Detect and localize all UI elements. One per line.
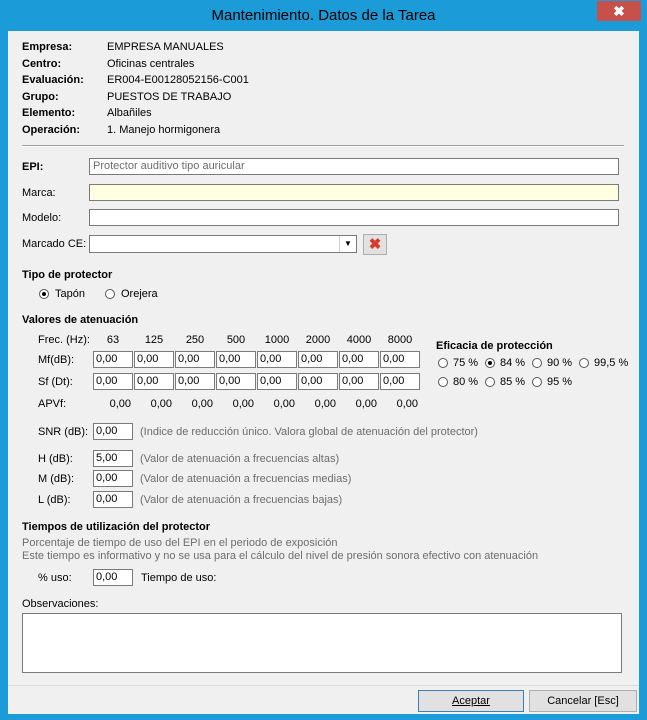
freq-header: 250 xyxy=(185,334,205,346)
h-desc: (Valor de atenuación a frecuencias altas) xyxy=(140,453,340,465)
h-label: H (dB): xyxy=(38,453,73,465)
header-value: 1. Manejo hormigonera xyxy=(107,124,221,136)
modelo-label: Modelo: xyxy=(22,212,62,224)
close-button[interactable]: ✖ xyxy=(597,1,641,21)
h-field[interactable]: 5,00 xyxy=(93,450,133,467)
header-label: Empresa: xyxy=(22,41,73,53)
eficacia-radio[interactable] xyxy=(485,358,495,368)
tiempo-uso-label: Tiempo de uso: xyxy=(141,572,217,584)
observaciones-label: Observaciones: xyxy=(22,598,99,610)
mf-field[interactable]: 0,00 xyxy=(257,351,297,368)
title-bar[interactable] xyxy=(1,1,646,31)
apvf-value: 0,00 xyxy=(355,398,377,410)
eficacia-radio-label: 80 % xyxy=(453,376,479,388)
m-label: M (dB): xyxy=(38,473,75,485)
mf-field[interactable]: 0,00 xyxy=(380,351,420,368)
eficacia-radio-label: 75 % xyxy=(453,357,479,369)
uso-label: % uso: xyxy=(38,572,72,584)
marca-field[interactable] xyxy=(89,184,619,201)
header-value: EMPRESA MANUALES xyxy=(107,41,224,53)
mf-field[interactable]: 0,00 xyxy=(216,351,256,368)
header-label: Evaluación: xyxy=(22,74,84,87)
eficacia-radio-label: 85 % xyxy=(500,376,526,388)
sf-label: Sf (Dt): xyxy=(38,376,73,388)
radio-orejera[interactable] xyxy=(105,289,115,299)
sf-field[interactable]: 0,00 xyxy=(216,373,256,390)
epi-label: EPI: xyxy=(22,161,44,173)
dialog-body xyxy=(8,31,639,713)
radio-tapon-label: Tapón xyxy=(55,288,85,300)
sf-field[interactable]: 0,00 xyxy=(380,373,420,390)
eficacia-radio[interactable] xyxy=(485,377,495,387)
sf-field[interactable]: 0,00 xyxy=(298,373,338,390)
header-label: Operación: xyxy=(22,124,81,136)
mf-label: Mf(dB): xyxy=(38,354,75,366)
cancel-button[interactable]: Cancelar [Esc] xyxy=(529,690,637,712)
mf-field[interactable]: 0,00 xyxy=(298,351,338,368)
apvf-value: 0,00 xyxy=(191,398,213,410)
modelo-field[interactable] xyxy=(89,209,619,226)
tiempos-title: Tiempos de utilización del protector xyxy=(22,521,211,533)
eficacia-radio[interactable] xyxy=(532,377,542,387)
marca-label: Marca: xyxy=(22,187,56,199)
eficacia-radio[interactable] xyxy=(579,358,589,368)
mf-field[interactable]: 0,00 xyxy=(134,351,174,368)
window-title: Mantenimiento. Datos de la Tarea xyxy=(211,7,436,24)
eficacia-radio-label: 99,5 % xyxy=(594,357,629,369)
apvf-value: 0,00 xyxy=(232,398,254,410)
m-field[interactable]: 0,00 xyxy=(93,470,133,487)
tiempos-line1: Porcentaje de tiempo de uso del EPI en el periodo de exposición xyxy=(22,537,338,549)
marcado-ce-label: Marcado CE: xyxy=(22,238,87,250)
freq-header: 125 xyxy=(144,334,164,346)
radio-tapon[interactable] xyxy=(39,289,49,299)
header-value: ER004-E00128052156-C001 xyxy=(107,74,249,87)
button-bar xyxy=(8,685,639,714)
sf-field[interactable]: 0,00 xyxy=(175,373,215,390)
chevron-down-icon[interactable]: ▼ xyxy=(339,236,356,252)
apvf-value: 0,00 xyxy=(109,398,131,410)
apvf-value: 0,00 xyxy=(273,398,295,410)
delete-ce-button[interactable]: ✖ xyxy=(363,234,387,255)
eficacia-title: Eficacia de protección xyxy=(436,340,553,352)
header-label: Grupo: xyxy=(22,90,59,103)
header-value: Oficinas centrales xyxy=(107,57,195,70)
eficacia-radio[interactable] xyxy=(438,377,448,387)
tipo-protector-title: Tipo de protector xyxy=(22,269,113,281)
snr-label: SNR (dB): xyxy=(38,426,89,438)
accept-button[interactable] xyxy=(418,690,524,712)
uso-field[interactable]: 0,00 xyxy=(93,569,133,586)
mf-field[interactable]: 0,00 xyxy=(175,351,215,368)
header-value: Albañiles xyxy=(107,107,152,120)
m-desc: (Valor de atenuación a frecuencias medias) xyxy=(140,473,352,485)
snr-desc: (Indice de reducción único. Valora global de atenuación del protector) xyxy=(140,426,478,438)
eficacia-radio-label: 84 % xyxy=(500,357,526,369)
mf-field[interactable]: 0,00 xyxy=(93,351,133,368)
eficacia-radio[interactable] xyxy=(532,358,542,368)
freq-header: 500 xyxy=(226,334,246,346)
sf-field[interactable]: 0,00 xyxy=(339,373,379,390)
apvf-value: 0,00 xyxy=(396,398,418,410)
header-value: PUESTOS DE TRABAJO xyxy=(107,90,232,103)
tiempos-line2: Este tiempo es informativo y no se usa para el cálculo del nivel de presión sonora efectivo con atenuación xyxy=(22,550,539,562)
apvf-label: APVf: xyxy=(38,398,67,410)
l-desc: (Valor de atenuación a frecuencias bajas) xyxy=(140,494,343,506)
header-label: Centro: xyxy=(22,57,62,70)
sf-field[interactable]: 0,00 xyxy=(134,373,174,390)
apvf-value: 0,00 xyxy=(150,398,172,410)
l-label: L (dB): xyxy=(38,494,71,506)
freq-label: Frec. (Hz): xyxy=(38,334,90,346)
freq-header: 8000 xyxy=(387,334,413,346)
mf-field[interactable]: 0,00 xyxy=(339,351,379,368)
accept-button-label: Aceptar xyxy=(452,695,490,707)
apvf-value: 0,00 xyxy=(314,398,336,410)
header-label: Elemento: xyxy=(22,107,76,120)
freq-header: 1000 xyxy=(264,334,290,346)
sf-field[interactable]: 0,00 xyxy=(93,373,133,390)
eficacia-radio[interactable] xyxy=(438,358,448,368)
snr-field[interactable]: 0,00 xyxy=(93,423,133,440)
radio-orejera-label: Orejera xyxy=(121,288,158,300)
separator xyxy=(22,145,624,147)
observaciones-textarea[interactable] xyxy=(22,613,622,673)
atenuacion-title: Valores de atenuación xyxy=(22,314,139,326)
eficacia-radio-label: 90 % xyxy=(547,357,573,369)
freq-header: 63 xyxy=(106,334,120,346)
marcado-ce-select[interactable] xyxy=(89,235,357,253)
sf-field[interactable]: 0,00 xyxy=(257,373,297,390)
l-field[interactable]: 0,00 xyxy=(93,491,133,508)
freq-header: 4000 xyxy=(346,334,372,346)
eficacia-radio-label: 95 % xyxy=(547,376,573,388)
freq-header: 2000 xyxy=(305,334,331,346)
epi-field[interactable]: Protector auditivo tipo auricular xyxy=(89,158,619,175)
